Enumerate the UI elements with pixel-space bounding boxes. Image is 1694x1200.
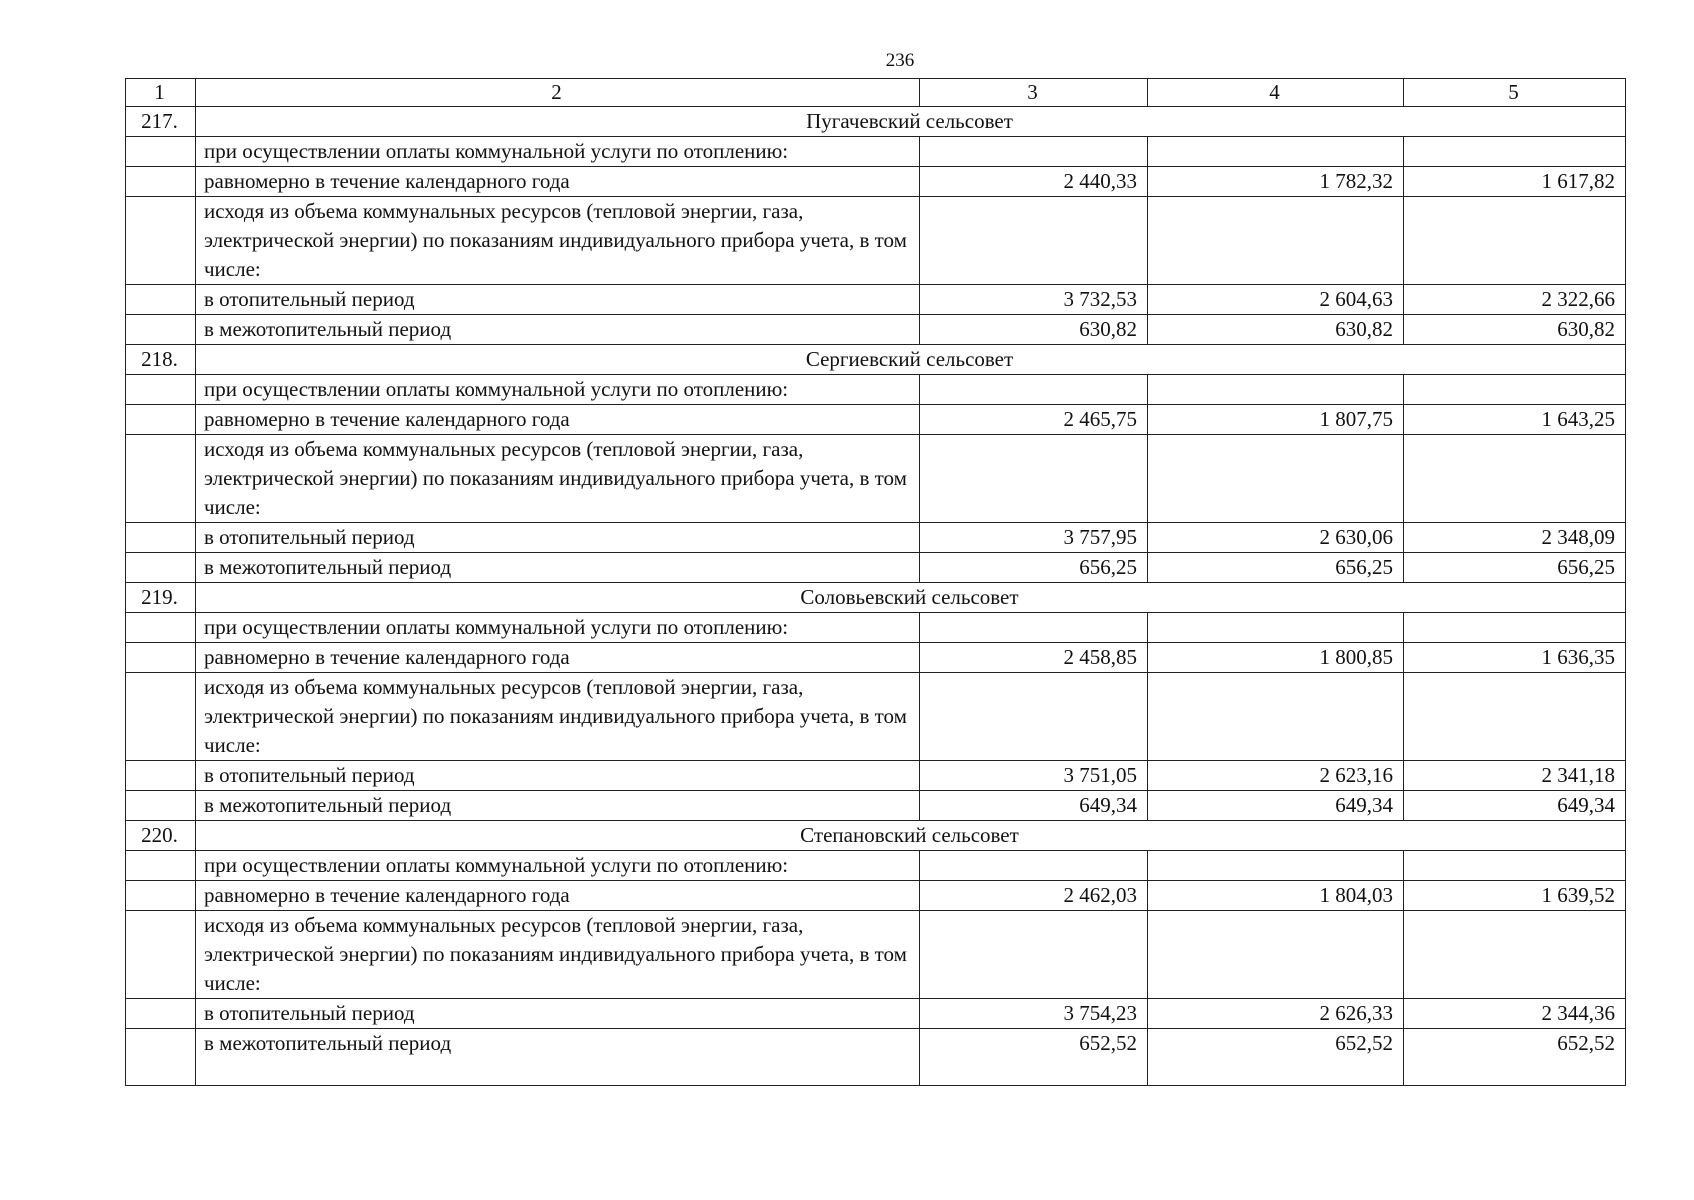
group-name: Сергиевский сельсовет — [196, 345, 1626, 375]
column-number-3: 3 — [920, 79, 1148, 107]
value-col-3: 3 754,23 — [920, 999, 1148, 1029]
value-col-3: 2 440,33 — [920, 167, 1148, 197]
value-col-5 — [1404, 911, 1626, 999]
table-row — [126, 1029, 1626, 1086]
row-label: в межотопительный период — [196, 315, 920, 345]
value-col-5: 652,52 — [1404, 1029, 1626, 1086]
column-number-4: 4 — [1148, 79, 1404, 107]
value-col-3: 2 462,03 — [920, 881, 1148, 911]
value-col-5: 1 617,82 — [1404, 167, 1626, 197]
value-col-4: 652,52 — [1148, 1029, 1404, 1086]
row-index-cell — [126, 137, 196, 167]
table-row — [126, 911, 1626, 999]
value-col-5: 630,82 — [1404, 315, 1626, 345]
table-row — [126, 851, 1626, 881]
value-col-3 — [920, 851, 1148, 881]
table-row — [126, 285, 1626, 315]
table-row — [126, 643, 1626, 673]
value-col-5 — [1404, 673, 1626, 761]
row-index-cell — [126, 791, 196, 821]
value-col-5 — [1404, 435, 1626, 523]
row-label: исходя из объема коммунальных ресурсов (тепловой энергии, газа, электрической энергии) по показаниям индивидуального прибора учета, в том числе: — [196, 435, 920, 523]
value-col-3 — [920, 911, 1148, 999]
group-name: Пугачевский сельсовет — [196, 107, 1626, 137]
value-col-5 — [1404, 197, 1626, 285]
row-index-cell — [126, 881, 196, 911]
value-col-5 — [1404, 137, 1626, 167]
value-col-4 — [1148, 613, 1404, 643]
value-col-3 — [920, 197, 1148, 285]
row-index-cell — [126, 851, 196, 881]
value-col-4: 1 807,75 — [1148, 405, 1404, 435]
value-col-4 — [1148, 673, 1404, 761]
value-col-4: 1 782,32 — [1148, 167, 1404, 197]
value-col-5: 2 348,09 — [1404, 523, 1626, 553]
row-label: равномерно в течение календарного года — [196, 405, 920, 435]
row-label: при осуществлении оплаты коммунальной услуги по отоплению: — [196, 851, 920, 881]
row-label: равномерно в течение календарного года — [196, 167, 920, 197]
value-col-4 — [1148, 375, 1404, 405]
row-label: исходя из объема коммунальных ресурсов (тепловой энергии, газа, электрической энергии) по показаниям индивидуального прибора учета, в том числе: — [196, 911, 920, 999]
table-row — [126, 613, 1626, 643]
column-number-1: 1 — [126, 79, 196, 107]
value-col-4: 2 623,16 — [1148, 761, 1404, 791]
table-row — [126, 405, 1626, 435]
table-row — [126, 315, 1626, 345]
row-index-cell — [126, 315, 196, 345]
value-col-3 — [920, 375, 1148, 405]
row-label: при осуществлении оплаты коммунальной услуги по отоплению: — [196, 613, 920, 643]
row-index-cell — [126, 1029, 196, 1086]
group-title-row — [126, 821, 1626, 851]
group-index: 219. — [126, 583, 196, 613]
value-col-3: 652,52 — [920, 1029, 1148, 1086]
group-name: Соловьевский сельсовет — [196, 583, 1626, 613]
row-index-cell — [126, 673, 196, 761]
row-label: в отопительный период — [196, 523, 920, 553]
value-col-4: 2 626,33 — [1148, 999, 1404, 1029]
value-col-3: 630,82 — [920, 315, 1148, 345]
value-col-5: 649,34 — [1404, 791, 1626, 821]
row-label: в межотопительный период — [196, 791, 920, 821]
group-title-row — [126, 107, 1626, 137]
row-label: при осуществлении оплаты коммунальной услуги по отоплению: — [196, 375, 920, 405]
table-row — [126, 137, 1626, 167]
row-index-cell — [126, 197, 196, 285]
value-col-5 — [1404, 613, 1626, 643]
group-index: 218. — [126, 345, 196, 375]
value-col-5: 2 341,18 — [1404, 761, 1626, 791]
table-row — [126, 167, 1626, 197]
value-col-4 — [1148, 137, 1404, 167]
value-col-3: 3 732,53 — [920, 285, 1148, 315]
value-col-4 — [1148, 435, 1404, 523]
value-col-4: 2 630,06 — [1148, 523, 1404, 553]
value-col-4: 656,25 — [1148, 553, 1404, 583]
value-col-5: 2 344,36 — [1404, 999, 1626, 1029]
row-index-cell — [126, 643, 196, 673]
value-col-4 — [1148, 197, 1404, 285]
group-title-row — [126, 345, 1626, 375]
value-col-4: 2 604,63 — [1148, 285, 1404, 315]
row-index-cell — [126, 523, 196, 553]
table-row — [126, 435, 1626, 523]
group-index: 220. — [126, 821, 196, 851]
column-number-2: 2 — [196, 79, 920, 107]
row-index-cell — [126, 553, 196, 583]
value-col-3: 2 458,85 — [920, 643, 1148, 673]
table-row — [126, 197, 1626, 285]
value-col-4: 649,34 — [1148, 791, 1404, 821]
value-col-4 — [1148, 911, 1404, 999]
table-row — [126, 523, 1626, 553]
value-col-5: 1 643,25 — [1404, 405, 1626, 435]
value-col-4: 1 804,03 — [1148, 881, 1404, 911]
row-index-cell — [126, 435, 196, 523]
row-label: в межотопительный период — [196, 1029, 920, 1086]
table-row — [126, 761, 1626, 791]
value-col-4 — [1148, 851, 1404, 881]
value-col-5: 2 322,66 — [1404, 285, 1626, 315]
value-col-3: 649,34 — [920, 791, 1148, 821]
group-title-row — [126, 583, 1626, 613]
column-number-row — [126, 79, 1626, 107]
value-col-4: 1 800,85 — [1148, 643, 1404, 673]
row-index-cell — [126, 761, 196, 791]
row-label: в отопительный период — [196, 285, 920, 315]
table-row — [126, 375, 1626, 405]
row-index-cell — [126, 911, 196, 999]
row-index-cell — [126, 285, 196, 315]
table-row — [126, 791, 1626, 821]
group-index: 217. — [126, 107, 196, 137]
value-col-3: 3 757,95 — [920, 523, 1148, 553]
value-col-3: 2 465,75 — [920, 405, 1148, 435]
row-index-cell — [126, 167, 196, 197]
row-index-cell — [126, 613, 196, 643]
value-col-3 — [920, 435, 1148, 523]
row-index-cell — [126, 405, 196, 435]
value-col-5: 1 639,52 — [1404, 881, 1626, 911]
tariff-table — [125, 78, 1626, 1086]
row-index-cell — [126, 999, 196, 1029]
row-label: исходя из объема коммунальных ресурсов (тепловой энергии, газа, электрической энергии) по показаниям индивидуального прибора учета, в том числе: — [196, 673, 920, 761]
row-label: в отопительный период — [196, 999, 920, 1029]
row-label: равномерно в течение календарного года — [196, 643, 920, 673]
table-row — [126, 553, 1626, 583]
table-row — [126, 999, 1626, 1029]
row-label: при осуществлении оплаты коммунальной услуги по отоплению: — [196, 137, 920, 167]
value-col-3 — [920, 613, 1148, 643]
value-col-3: 3 751,05 — [920, 761, 1148, 791]
row-index-cell — [126, 375, 196, 405]
value-col-5: 1 636,35 — [1404, 643, 1626, 673]
value-col-5 — [1404, 375, 1626, 405]
table-row — [126, 673, 1626, 761]
value-col-3: 656,25 — [920, 553, 1148, 583]
table-body — [126, 79, 1626, 1086]
value-col-3 — [920, 673, 1148, 761]
value-col-4: 630,82 — [1148, 315, 1404, 345]
row-label: равномерно в течение календарного года — [196, 881, 920, 911]
row-label: в межотопительный период — [196, 553, 920, 583]
row-label: исходя из объема коммунальных ресурсов (тепловой энергии, газа, электрической энергии) по показаниям индивидуального прибора учета, в том числе: — [196, 197, 920, 285]
value-col-5 — [1404, 851, 1626, 881]
table-row — [126, 881, 1626, 911]
column-number-5: 5 — [1404, 79, 1626, 107]
group-name: Степановский сельсовет — [196, 821, 1626, 851]
value-col-5: 656,25 — [1404, 553, 1626, 583]
page-number: 236 — [885, 50, 915, 71]
row-label: в отопительный период — [196, 761, 920, 791]
value-col-3 — [920, 137, 1148, 167]
